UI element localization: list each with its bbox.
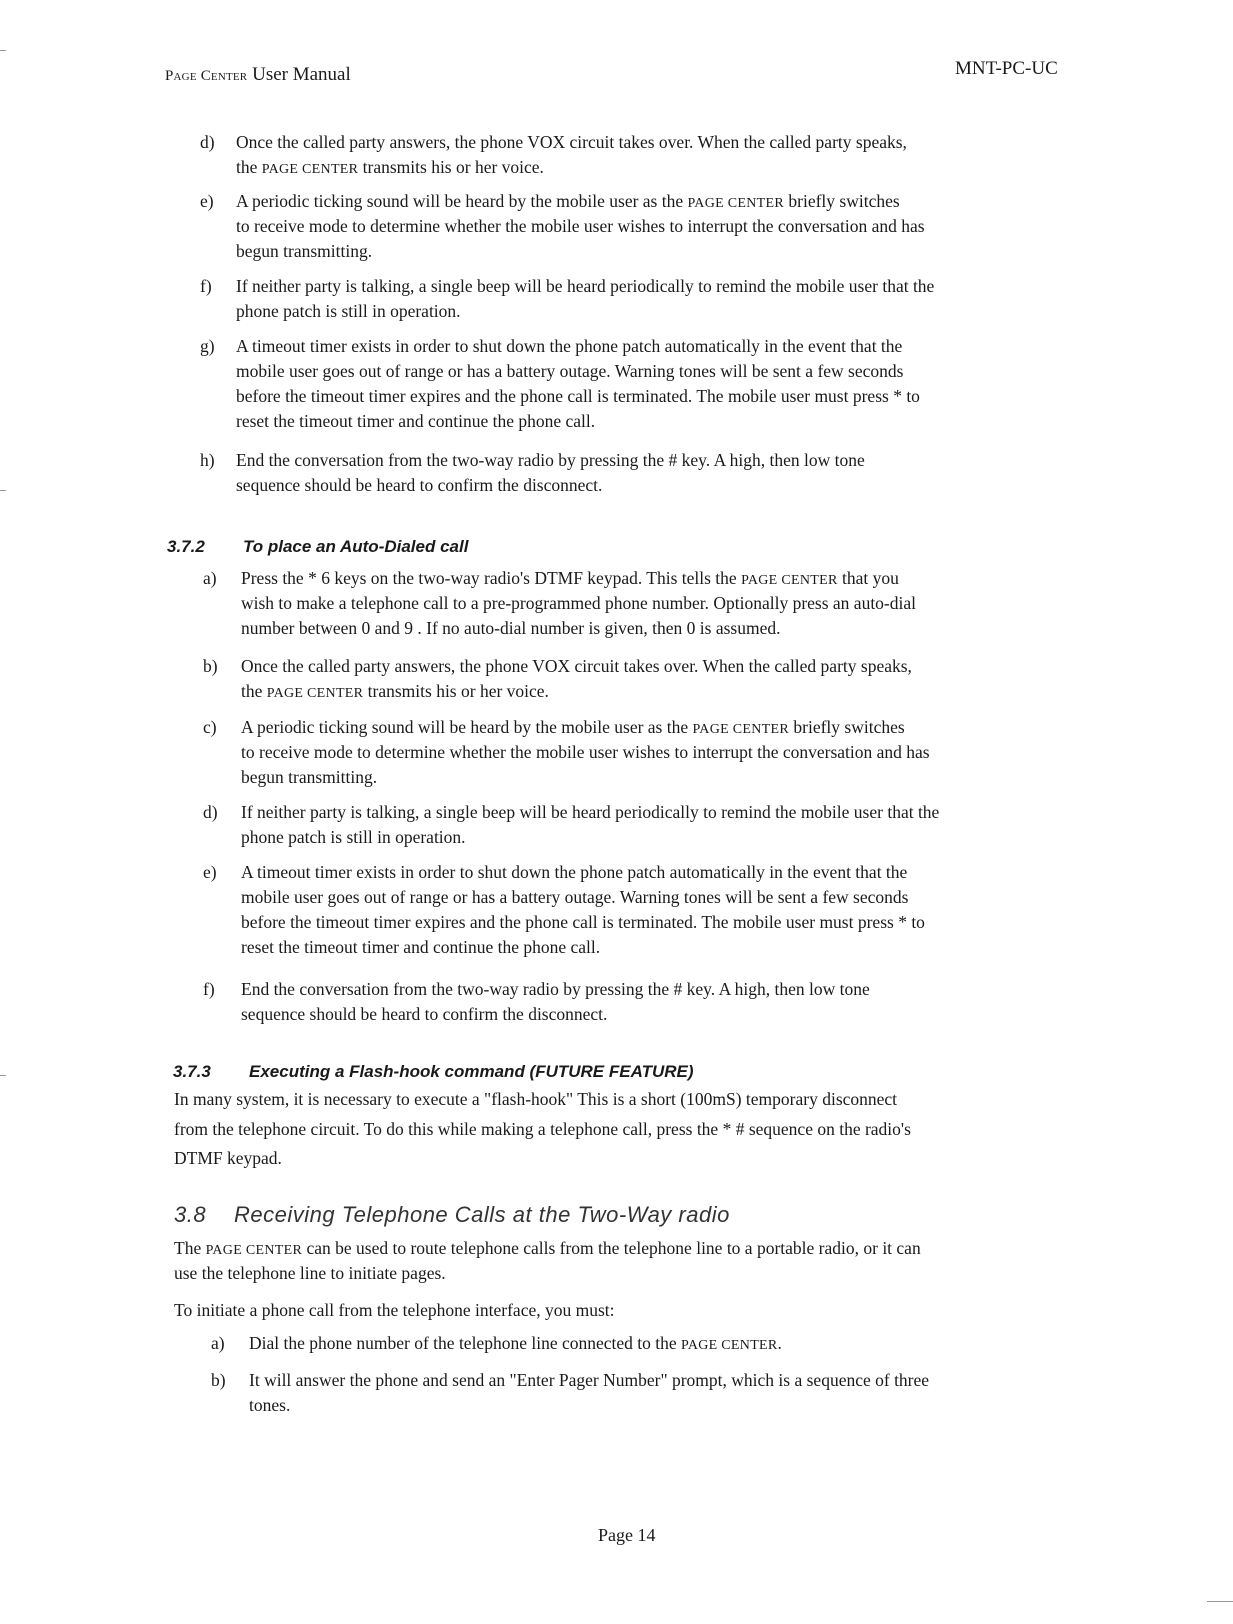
text-run: A timeout timer exists in order to shut down the phone patch automatically in the event that the [236,336,903,356]
list-item-line [241,860,907,884]
text-run: to receive mode to determine whether the mobile user wishes to interrupt the conversation and has [241,742,930,762]
section-number: 3.7.2 [167,537,205,556]
section-title: Executing a Flash-hook command (FUTURE FEATURE) [249,1062,694,1081]
page-number: Page 14 [598,1525,656,1545]
list-item-line [236,130,907,154]
text-run: A timeout timer exists in order to shut down the phone patch automatically in the event that the [241,862,908,882]
list-item-line [241,654,912,678]
section-title: Receiving Telephone Calls at the Two-Way radio [234,1202,730,1227]
text-run: sequence should be heard to confirm the disconnect. [236,475,603,495]
text-run: briefly switches [784,191,900,211]
text-run: the [236,157,262,177]
text-run: before the timeout timer expires and the phone call is terminated. The mobile user must press * to [241,912,925,932]
text-run: It will answer the phone and send an "Enter Pager Number" prompt, which is a sequence of three [249,1370,930,1390]
list-item-label: f) [203,979,215,999]
list-item-line [249,1368,929,1392]
list-item-line [241,800,939,824]
list-item-label: e) [200,191,214,211]
list-item-line [241,679,549,706]
list-item-label: f) [200,276,212,296]
paragraph-line: DTMF keypad. [174,1148,282,1168]
text-run: End the conversation from the two-way radio by pressing the # key. A high, then low tone [236,450,865,470]
list-item-line [236,359,903,383]
text-run: begun transmitting. [236,241,373,261]
paragraph-initiate-call: To initiate a phone call from the telephone interface, you must: [174,1300,615,1320]
text-run: the [241,681,267,701]
list-item-label: a) [211,1333,225,1353]
scan-margin-mark [0,490,6,491]
list-item-line [236,155,544,182]
text-run: phone patch is still in operation. [236,301,461,321]
text-run: transmits his or her voice. [363,681,549,701]
list-item-label: a) [203,568,217,588]
list-item-line [241,765,377,789]
paragraph-line: from the telephone circuit. To do this while making a telephone call, press the * # sequence on the radio's [174,1119,911,1139]
section-title: To place an Auto-Dialed call [243,537,469,556]
text-run: tones. [249,1395,291,1415]
list-item-line [236,189,900,216]
list-item-line [236,274,934,298]
list-item-line [241,935,600,959]
list-item-line [241,1002,607,1026]
text-run: that you [837,568,899,588]
text-run: use the telephone line to initiate pages. [174,1263,446,1283]
text-run: phone patch is still in operation. [241,827,466,847]
text-run: . [777,1333,782,1353]
list-item-label: h) [200,450,215,470]
list-item-line [241,885,908,909]
list-item-line [236,214,925,238]
text-run: briefly switches [789,717,905,737]
text-run: End the conversation from the two-way radio by pressing the # key. A high, then low tone [241,979,870,999]
text-run: Once the called party answers, the phone VOX circuit takes over. When the called party speaks, [241,656,912,676]
text-run: number between 0 and 9 . If no auto-dial number is given, then 0 is assumed. [241,618,781,638]
text-run: reset the timeout timer and continue the phone call. [241,937,601,957]
list-item-line [241,616,780,640]
product-name: PAGE CENTER [692,722,790,737]
list-item-line [249,1393,290,1417]
text-run: before the timeout timer expires and the phone call is terminated. The mobile user must press * to [236,386,920,406]
text-run: A periodic ticking sound will be heard by the mobile user as the [241,717,693,737]
text-run: If neither party is talking, a single beep will be heard periodically to remind the mobile user that the [241,802,940,822]
list-item-line [241,566,899,593]
text-run: mobile user goes out of range or has a battery outage. Warning tones will be sent a few seconds [236,361,904,381]
header-title-rest: User Manual [247,64,351,85]
list-item-label: b) [211,1370,226,1390]
text-run: begun transmitting. [241,767,378,787]
text-run: The [174,1238,206,1258]
list-item-label: d) [200,132,215,152]
text-run: mobile user goes out of range or has a battery outage. Warning tones will be sent a few seconds [241,887,909,907]
product-name: PAGE CENTER [266,686,364,701]
text-run: Dial the phone number of the telephone line connected to the [249,1333,682,1353]
paragraph-line [174,1261,446,1285]
list-item-label: d) [203,802,218,822]
product-name: PAGE CENTER [681,1338,778,1353]
list-item-line [236,448,865,472]
list-item-line [241,910,925,934]
text-run: If neither party is talking, a single beep will be heard periodically to remind the mobile user that the [236,276,935,296]
list-item-line [236,409,595,433]
list-item-label: b) [203,656,218,676]
section-number: 3.8 [174,1202,207,1227]
list-item-line [236,384,920,408]
text-run: can be used to route telephone calls from the telephone line to a portable radio, or it can [302,1238,921,1258]
scan-margin-mark [0,50,6,51]
scan-margin-mark [1207,1601,1233,1602]
paragraph-line [174,1236,921,1263]
list-item-line [249,1331,782,1358]
section-number: 3.7.3 [173,1062,211,1081]
header-doc-code: MNT-PC-UC [955,58,1058,79]
list-item-line [236,239,372,263]
text-run: sequence should be heard to confirm the disconnect. [241,1004,608,1024]
list-item-line [236,473,602,497]
text-run: wish to make a telephone call to a pre-programmed phone number. Optionally press an auto-dial [241,593,917,613]
product-name: PAGE CENTER [741,573,838,588]
list-item-label: e) [203,862,217,882]
header-title-caps: Page Center [165,68,248,84]
product-name: PAGE CENTER [205,1243,303,1258]
product-name: PAGE CENTER [687,196,785,211]
text-run: transmits his or her voice. [358,157,544,177]
list-item-line [241,591,916,615]
list-item-line [236,299,461,323]
header-title [165,64,351,86]
list-item-line [236,334,902,358]
list-item-label: g) [200,336,215,356]
product-name: PAGE CENTER [261,162,359,177]
list-item-line [241,977,870,1001]
text-run: A periodic ticking sound will be heard by the mobile user as the [236,191,688,211]
text-run: to receive mode to determine whether the mobile user wishes to interrupt the conversation and has [236,216,925,236]
list-item-line [241,715,905,742]
text-run: Once the called party answers, the phone VOX circuit takes over. When the called party speaks, [236,132,907,152]
paragraph-line: In many system, it is necessary to execute a "flash-hook" This is a short (100mS) temporary disconnect [174,1089,898,1109]
list-item-line [241,825,466,849]
text-run: reset the timeout timer and continue the phone call. [236,411,596,431]
scan-margin-mark [0,1075,6,1076]
text-run: Press the * 6 keys on the two-way radio's DTMF keypad. This tells the [241,568,742,588]
list-item-label: c) [203,717,217,737]
list-item-line [241,740,930,764]
